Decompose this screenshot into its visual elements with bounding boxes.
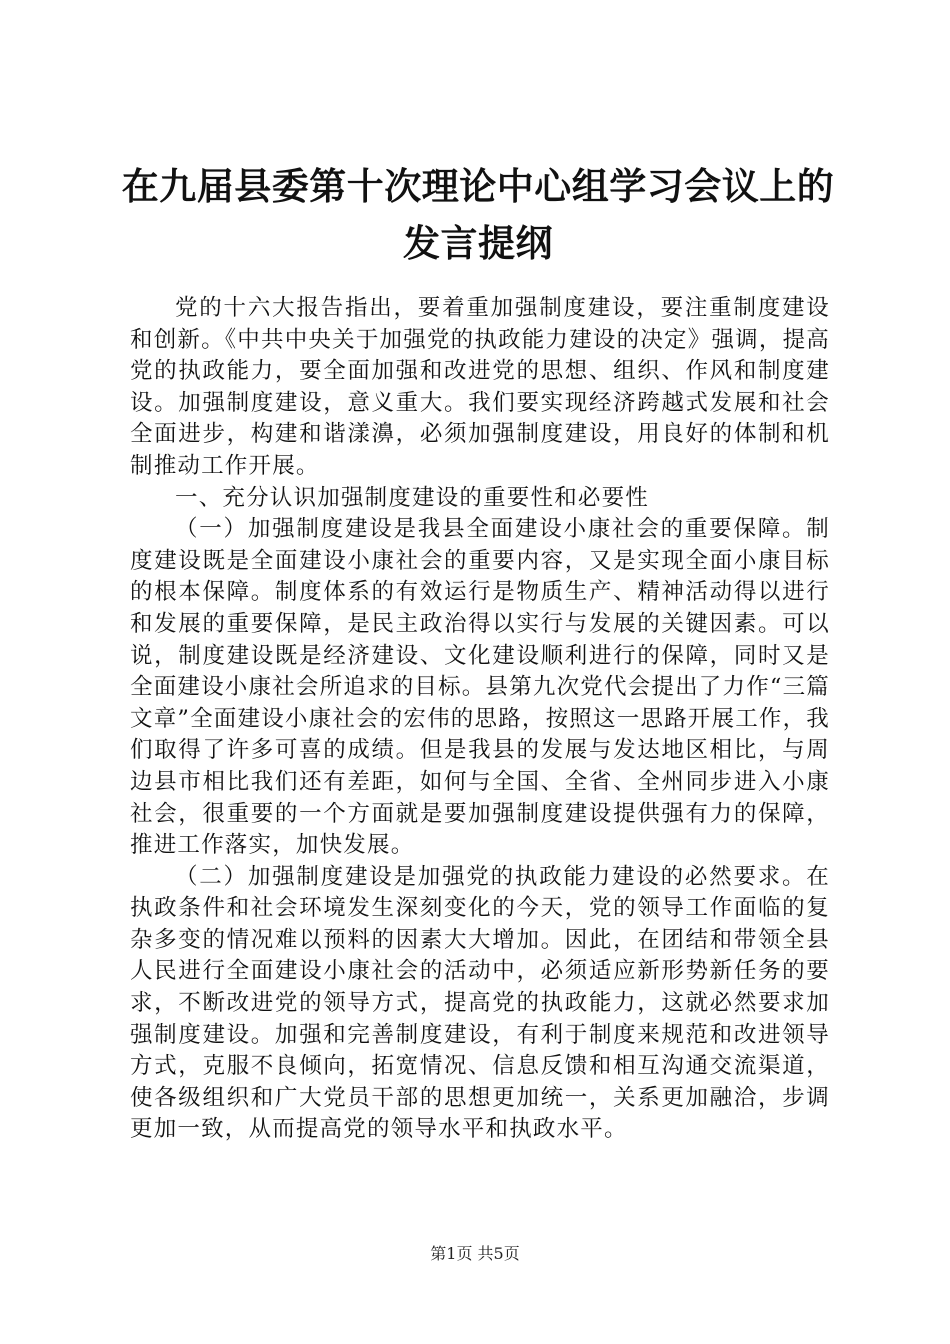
subsection-paragraph-1: （一）加强制度建设是我县全面建设小康社会的重要保障。制度建设既是全面建设小康社会的重要内容，又是实现全面小康目标的根本保障。制度体系的有效运行是物质生产、精神活动得以进行和发展的重要保障，是民主政治得以实行与发展的关键因素。可以说，制度建设既是经济建设、文化建设顺利进行的保障，同时又是全面建设小康社会所追求的目标。县第九次党代会提出了力作“三篇文章”全面建设小康社会的宏伟的思路，按照这一思路开展工作，我们取得了许多可喜的成绩。但是我县的发展与发达地区相比，与周边县市相比我们还有差距，如何与全国、全省、全州同步进入小康社会，很重要的一个方面就是要加强制度建设提供强有力的保障，推进工作落实，加快发展。 bbox=[130, 516, 831, 859]
page-footer: 第1页 共5页 bbox=[430, 1244, 520, 1263]
section-heading: 一、充分认识加强制度建设的重要性和必要性 bbox=[175, 484, 650, 511]
document-body bbox=[130, 293, 830, 1146]
intro-paragraph: 党的十六大报告指出，要着重加强制度建设，要注重制度建设和创新。《中共中央关于加强党的执政能力建设的决定》强调，提高党的执政能力，要全面加强和改进党的思想、组织、作风和制度建设。加强制度建设，意义重大。我们要实现经济跨越式发展和社会全面进步，构建和谐漾濞，必须加强制度建设，用良好的体制和机制推动工作开展。 bbox=[130, 295, 830, 479]
subsection-paragraph-2: （二）加强制度建设是加强党的执政能力建设的必然要求。在执政条件和社会环境发生深刻变化的今天，党的领导工作面临的复杂多变的情况难以预料的因素大大增加。因此，在团结和带领全县人民进行全面建设小康社会的活动中，必须适应新形势新任务的要求，不断改进党的领导方式，提高党的执政能力，这就必然要求加强制度建设。加强和完善制度建设，有利于制度来规范和改进领导方式，克服不良倾向，拓宽情况、信息反馈和相互沟通交流渠道，使各级组织和广大党员干部的思想更加统一，关系更加融洽，步调更加一致，从而提高党的领导水平和执政水平。 bbox=[130, 863, 830, 1143]
document-title: 在九届县委第十次理论中心组学习会议上的发言提纲 bbox=[121, 165, 835, 265]
